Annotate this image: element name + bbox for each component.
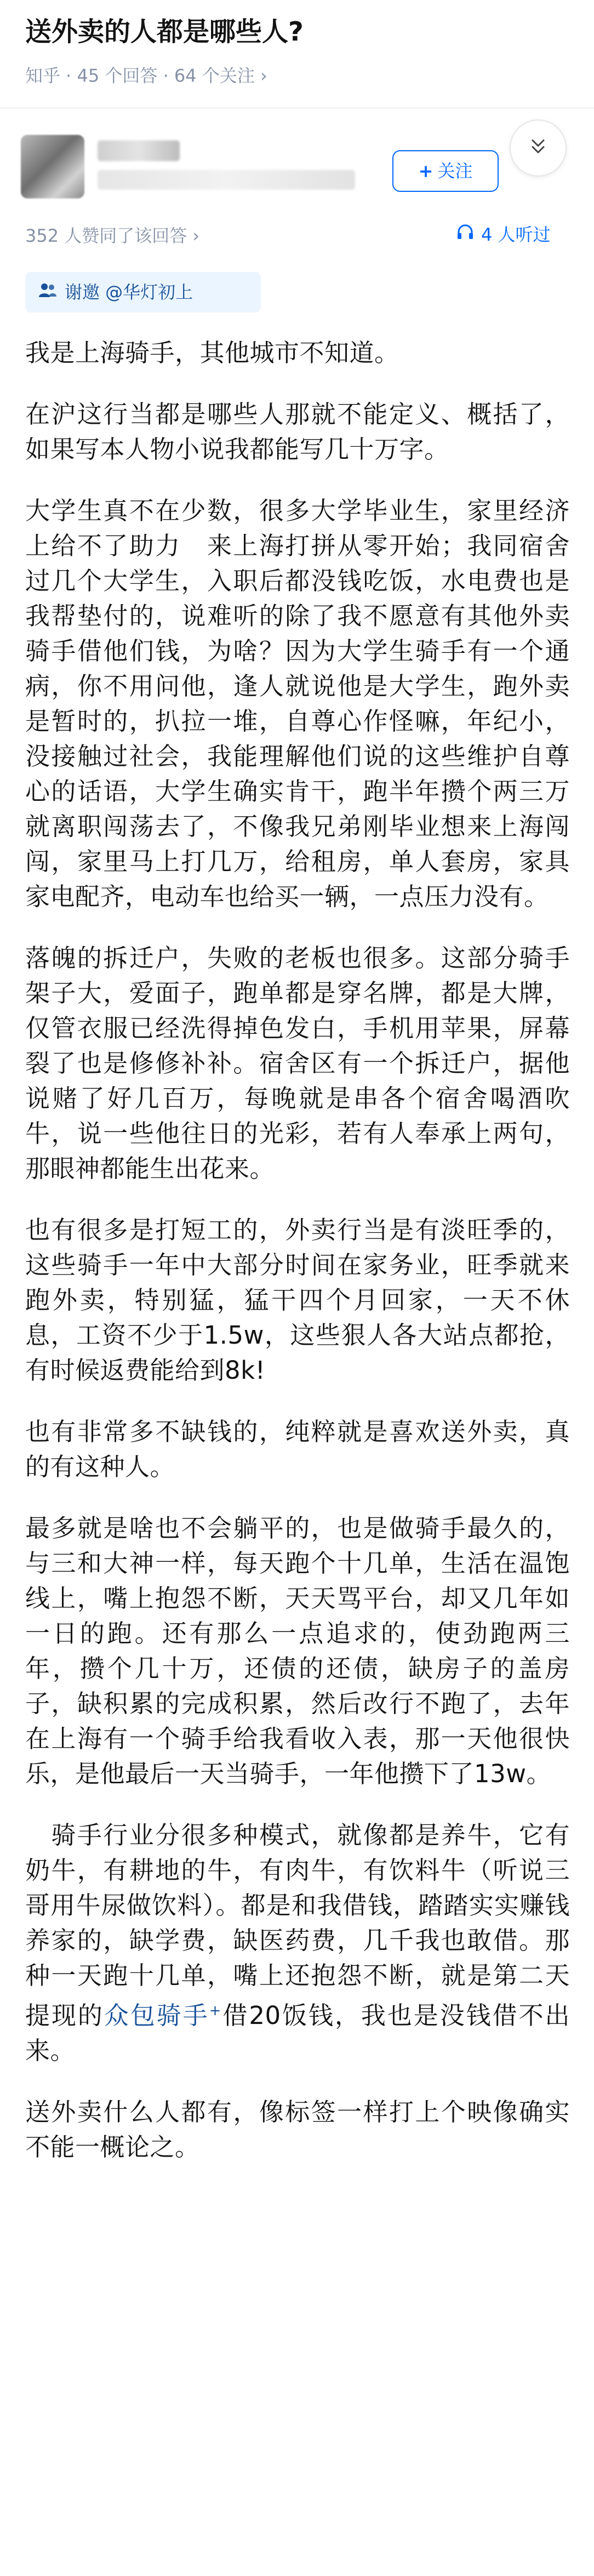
answer-content	[25, 335, 570, 2191]
link-plus-mark: +	[209, 2003, 221, 2019]
paragraph-8	[25, 1818, 570, 2068]
headphones-icon	[456, 223, 481, 247]
collapse-button[interactable]	[510, 120, 567, 177]
avatar[interactable]	[21, 135, 84, 198]
question-meta[interactable]: 知乎 · 45 个回答 · 64 个关注 ›	[25, 65, 267, 86]
invite-chip[interactable]	[25, 272, 261, 312]
author-name[interactable]	[98, 140, 180, 161]
plus-icon: +	[418, 161, 433, 181]
paragraph-4: 落魄的拆迁户，失败的老板也很多。这部分骑手架子大，爱面子，跑单都是穿名牌，都是大牌，仅管衣服已经洗得掉色发白，手机用苹果，屏幕裂了也是修修补补。宿舍区有一个拆迁户，据他说赌了好几百万，每晚就是串各个宿舍喝酒吹牛，说一些他往日的光彩，若有人奉承上两句，那眼神都能生出花来。	[25, 943, 570, 1183]
follow-label: 关注	[437, 161, 473, 181]
paragraph-7: 最多就是啥也不会躺平的，也是做骑手最久的，与三和大神一样，每天跑个十几单，生活在温饱线上，嘴上抱怨不断，天天骂平台，却又几年如一日的跑。还有那么一点追求的，使劲跑两三年，攒个几十万，还债的还债，缺房子的盖房子，缺积累的完成积累，然后改行不跑了，去年在上海有一个骑手给我看收入表，那一天他很快乐，是他最后一天当骑手，一年他攒下了13w。	[25, 1514, 570, 1788]
listen-count: 4 人听过	[481, 224, 551, 245]
paragraph-8-tail: 借20饭钱，我也是没钱借不出来。	[25, 2001, 570, 2065]
paragraph-6: 也有非常多不缺钱的，纯粹就是喜欢送外卖，真的有这种人。	[25, 1417, 570, 1481]
paragraph-5: 也有很多是打短工的，外卖行当是有淡旺季的，这些骑手一年中大部分时间在家务业，旺季就来跑外卖，特别猛，猛干四个月回家，一天不休息，工资不少于1.5w，这些狠人各大站点都抢，有时候返费能给到8k!	[25, 1215, 570, 1385]
header-divider	[0, 107, 594, 109]
follow-button[interactable]	[392, 150, 499, 192]
listen-button[interactable]	[456, 223, 551, 247]
paragraph-3: 大学生真不在少数，很多大学毕业生，家里经济上给不了助力 来上海打拼从零开始；我同宿舍过几个大学生，入职后都没钱吃饭，水电费也是我帮垫付的，说难听的除了我不愿意有其他外卖骑手借他们钱，为啥？因为大学生骑手有一个通病，你不用问他，逢人就说他是大学生，跑外卖是暂时的，扒拉一堆，自尊心作怪嘛，年纪小，没接触过社会，我能理解他们说的这些维护自尊心的话语，大学生确实肯干，跑半年攒个两三万就离职闯荡去了，不像我兄弟刚毕业想来上海闯闯，家里马上打几万，给租房，单人套房，家具家电配齐，电动车也给买一辆，一点压力没有。	[25, 496, 570, 911]
invite-label: 谢邀 @华灯初上	[65, 282, 193, 303]
crowdsource-rider-link-text: 众包骑手	[104, 2001, 209, 2030]
paragraph-8-text: 骑手行业分很多种模式，就像都是养牛，它有奶牛，有耕地的牛，有肉牛，有饮料牛（听说三哥用牛尿做饮料）。都是和我借钱，踏踏实实赚钱养家的，缺学费，缺医药费，几千我也敢借。那种一天跑十几单，嘴上还抱怨不断，就是第二天提现的	[25, 1821, 570, 2030]
invite-icon	[38, 272, 65, 312]
chevron-double-down-icon	[527, 136, 549, 160]
crowdsource-rider-link[interactable]	[104, 2001, 221, 2030]
paragraph-1: 我是上海骑手，其他城市不知道。	[25, 338, 399, 367]
vote-count[interactable]: 352 人赞同了该回答 ›	[25, 225, 200, 246]
question-title[interactable]: 送外卖的人都是哪些人?	[25, 16, 304, 47]
paragraph-9: 送外卖什么人都有，像标签一样打上个映像确实不能一概论之。	[25, 2097, 570, 2162]
paragraph-2: 在沪这行当都是哪些人那就不能定义、概括了，如果写本人物小说我都能写几十万字。	[25, 400, 570, 464]
author-signature	[98, 170, 355, 190]
